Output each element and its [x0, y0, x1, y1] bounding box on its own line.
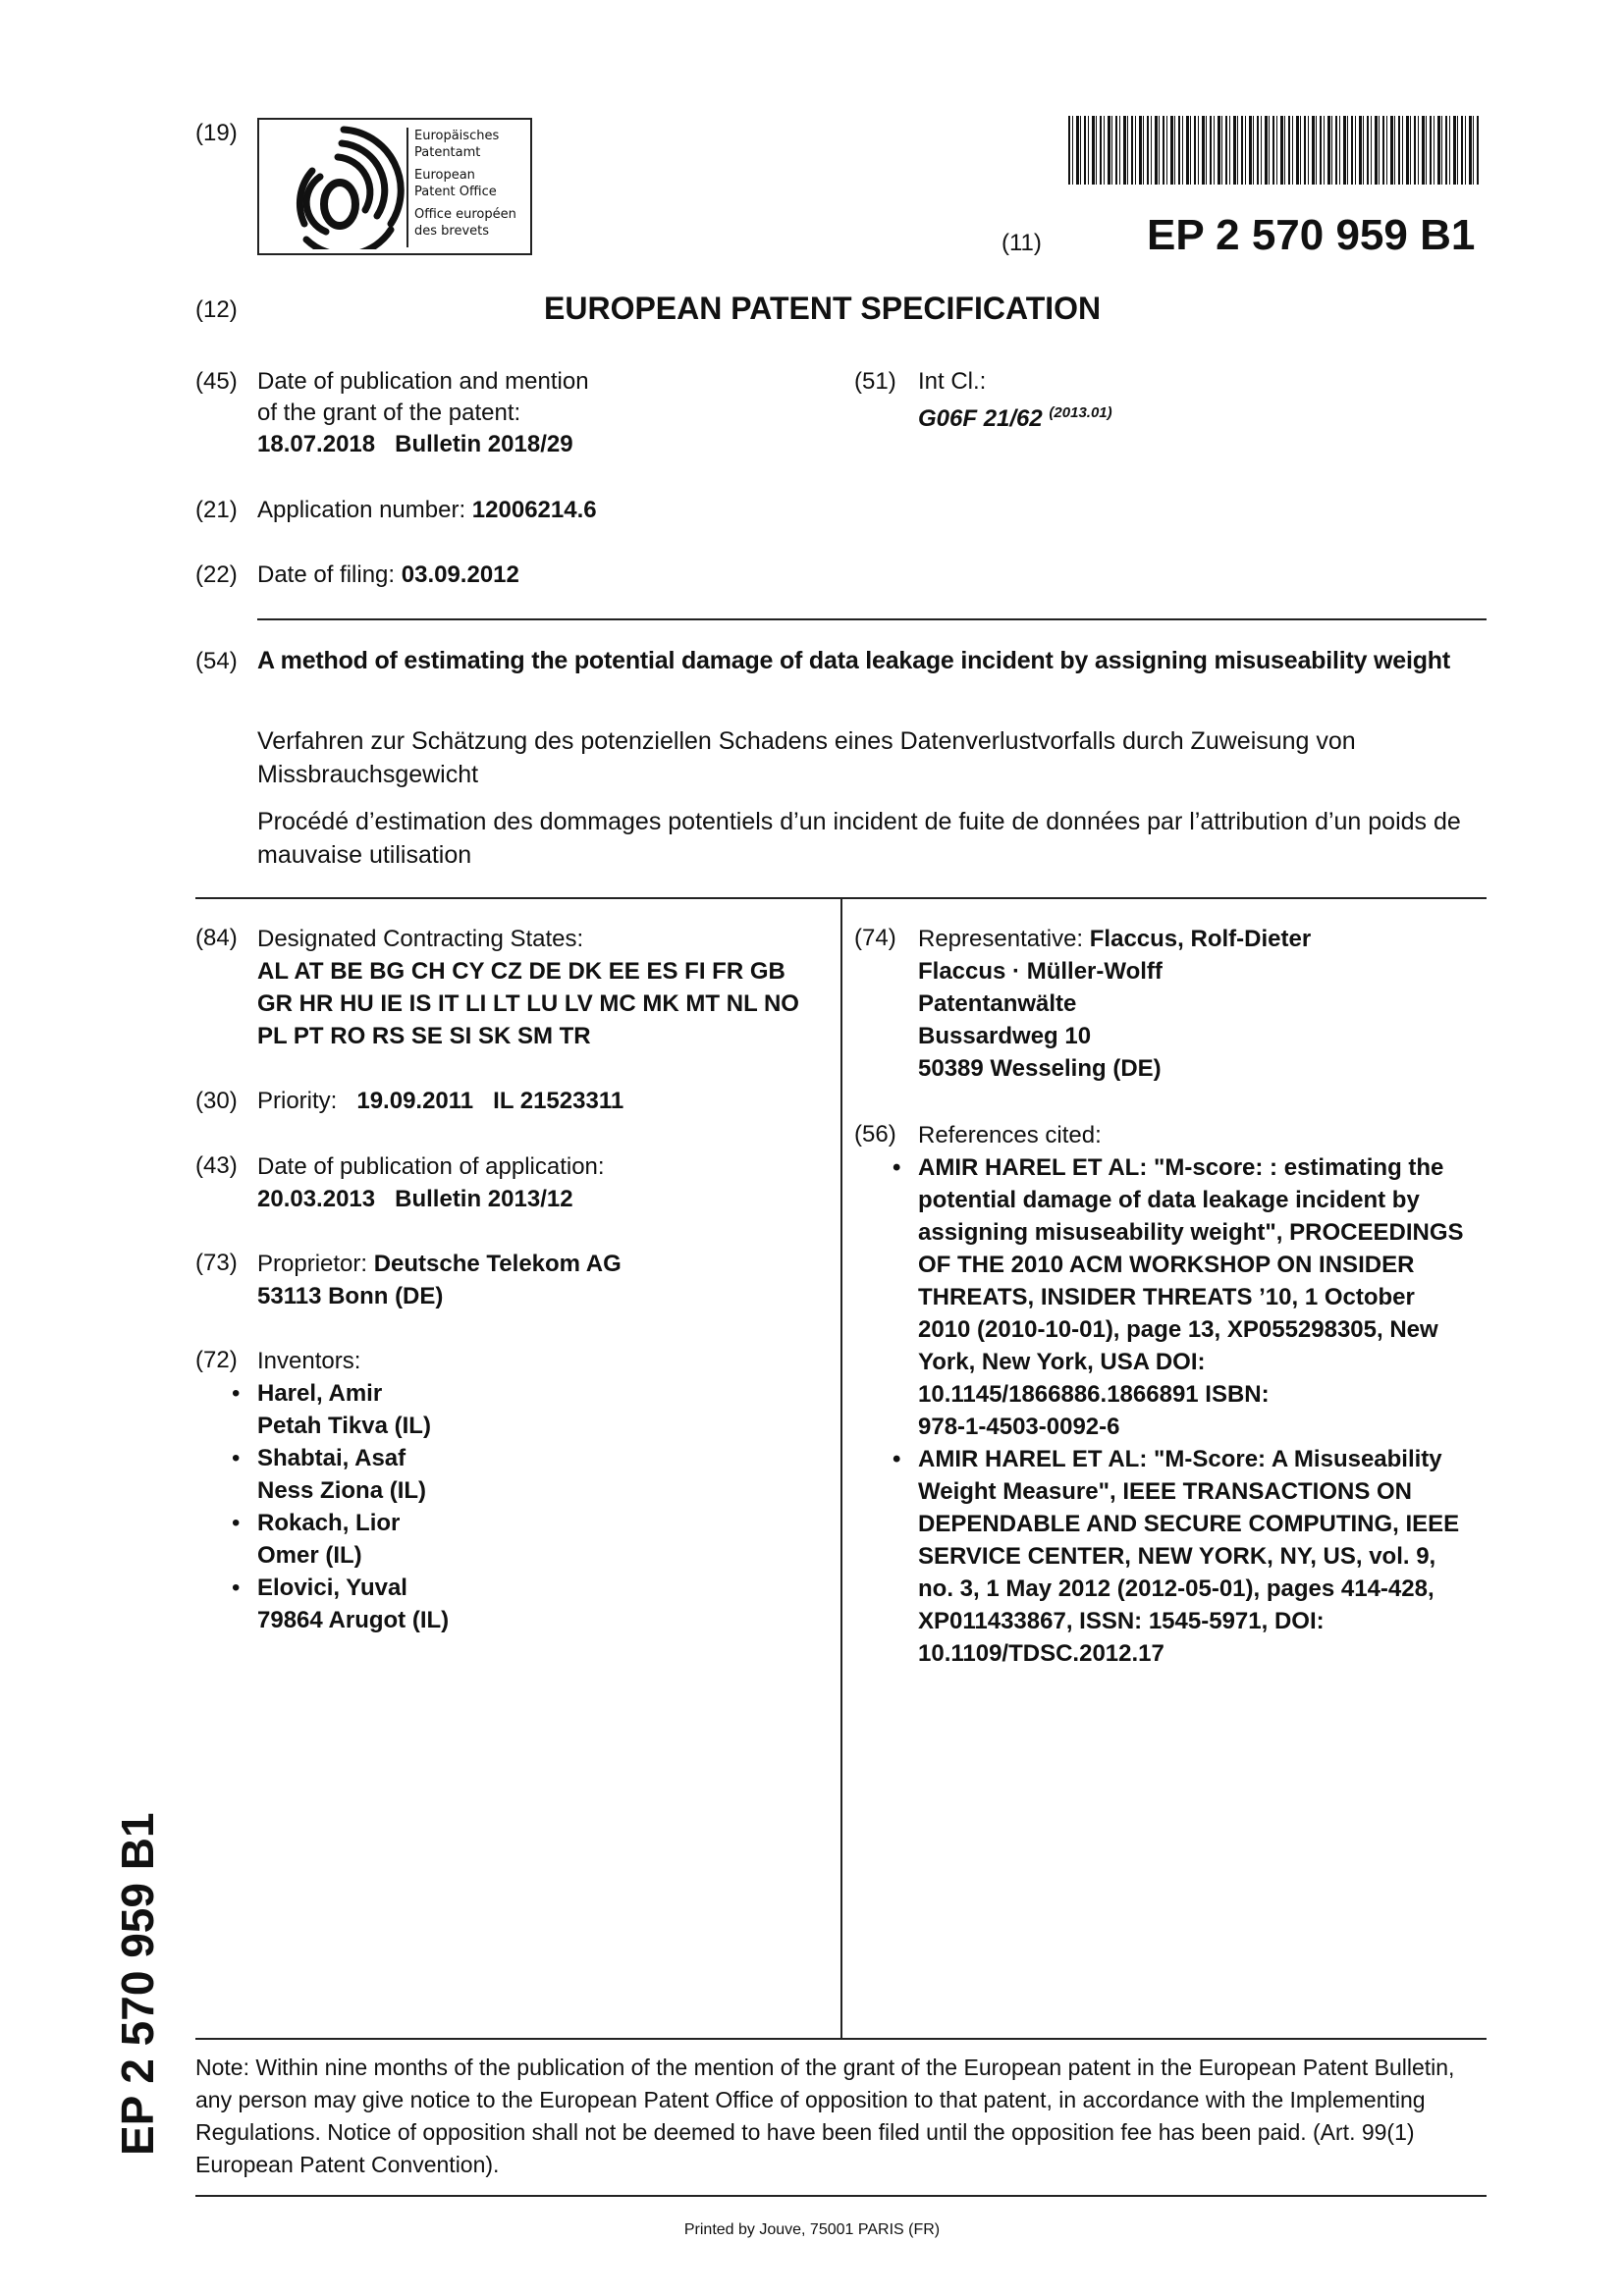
inid-code-30: (30)	[195, 1088, 238, 1114]
inid-code-73: (73)	[195, 1250, 238, 1276]
inid-code-43: (43)	[195, 1152, 238, 1179]
pub-grant-bulletin: Bulletin 2018/29	[395, 431, 573, 457]
inid-code-54: (54)	[195, 648, 238, 674]
epo-logo	[257, 118, 532, 255]
inid-code-51: (51)	[854, 368, 896, 395]
barcode	[1068, 116, 1481, 185]
inid-code-22: (22)	[195, 561, 238, 588]
int-cl-value: G06F 21/62	[918, 405, 1043, 432]
ref-1-line-8: 10.1145/1866886.1866891 ISBN:	[918, 1381, 1270, 1408]
proprietor-name: Deutsche Telekom AG	[373, 1251, 622, 1277]
priority-label: Priority:	[257, 1088, 338, 1114]
epo-emblem-icon	[283, 126, 408, 249]
opposition-note: Note: Within nine months of the publication of the mention of the grant of the European patent in the European Patent Bulletin, any person may give notice to the European Patent Office of opposition to that patent, in accordance with the Implementing Regulations. Notice of opposition shall not be deemed to have been filed until the opposition fee has been paid. (Art. 99(1) European Patent Convention).	[195, 2055, 1455, 2177]
pub-app-bulletin: Bulletin 2013/12	[395, 1186, 573, 1212]
ref-1-line-1: AMIR HAREL ET AL: "M-score: : estimating the	[918, 1154, 1444, 1181]
states-label: Designated Contracting States:	[257, 926, 584, 952]
printer-footer: Printed by Jouve, 75001 PARIS (FR)	[683, 2221, 941, 2238]
inventor-place: Omer (IL)	[257, 1542, 362, 1569]
list-item: • Elovici, Yuval 79864 Arugot (IL)	[257, 1572, 449, 1636]
int-cl-label: Int Cl.:	[918, 368, 987, 395]
logo-text-fr-2: des brevets	[414, 224, 490, 239]
ref-1-line-6: 2010 (2010-10-01), page 13, XP055298305, New	[918, 1316, 1438, 1343]
column-divider	[840, 897, 842, 2038]
filing-label: Date of filing:	[257, 561, 396, 588]
inventor-name: Elovici, Yuval	[257, 1575, 407, 1601]
inid-code-84: (84)	[195, 925, 238, 951]
rep-name: Flaccus, Rolf-Dieter	[1089, 926, 1312, 952]
states-line-1: AL AT BE BG CH CY CZ DE DK EE ES FI FR GB	[257, 958, 785, 985]
filing-date: 03.09.2012	[401, 561, 519, 588]
title-fr: Procédé d’estimation des dommages potentiels d’un incident de fuite de données par l’attribution d’un poids de mauvaise utilisation	[257, 808, 1461, 869]
pub-app-label: Date of publication of application:	[257, 1153, 605, 1180]
pub-grant-label-2: of the grant of the patent:	[257, 400, 521, 426]
rep-line-1: Flaccus · Müller-Wolff	[918, 958, 1163, 985]
ref-2-line-7: 10.1109/TDSC.2012.17	[918, 1640, 1164, 1667]
pub-app-date: 20.03.2013	[257, 1186, 376, 1212]
logo-text-fr-1: Office européen	[414, 207, 516, 222]
side-publication-number: EP 2 570 959 B1	[112, 1812, 163, 2156]
inventor-name: Harel, Amir	[257, 1380, 383, 1407]
inventor-place: 79864 Arugot (IL)	[257, 1607, 450, 1633]
list-item: • Harel, Amir Petah Tikva (IL)	[257, 1377, 449, 1442]
ref-1-line-3: assigning misuseability weight", PROCEEDINGS	[918, 1219, 1464, 1246]
logo-text-de-1: Europäisches	[414, 129, 500, 143]
ref-1-line-2: potential damage of data leakage incident by	[918, 1187, 1420, 1213]
ref-2-line-5: no. 3, 1 May 2012 (2012-05-01), pages 414-428,	[918, 1575, 1435, 1602]
logo-text-de-2: Patentamt	[414, 145, 481, 160]
states-line-2: GR HR HU IE IS IT LI LT LU LV MC MK MT NL NO	[257, 990, 799, 1017]
ref-1-line-9: 978-1-4503-0092-6	[918, 1414, 1120, 1440]
ref-1-line-5: THREATS, INSIDER THREATS ’10, 1 October	[918, 1284, 1415, 1310]
ref-2-line-6: XP011433867, ISSN: 1545-5971, DOI:	[918, 1608, 1325, 1634]
priority-number: IL 21523311	[493, 1088, 624, 1114]
proprietor-label: Proprietor:	[257, 1251, 368, 1277]
list-item: • Shabtai, Asaf Ness Ziona (IL)	[257, 1442, 449, 1507]
inventor-place: Ness Ziona (IL)	[257, 1477, 427, 1504]
inid-code-21: (21)	[195, 497, 238, 523]
ref-2-line-3: DEPENDABLE AND SECURE COMPUTING, IEEE	[918, 1511, 1460, 1537]
rep-line-4: 50389 Wesseling (DE)	[918, 1055, 1162, 1082]
inid-code-11: (11)	[1001, 230, 1042, 256]
inventors-list	[232, 1377, 450, 1636]
proprietor-address: 53113 Bonn (DE)	[257, 1283, 444, 1309]
inid-code-45: (45)	[195, 368, 238, 395]
inventor-name: Shabtai, Asaf	[257, 1445, 406, 1471]
list-item: • AMIR HAREL ET AL: "M-score: : estimating the potential damage of data leakage incident by assigning misuseability weight", PROCEEDINGS OF THE 2010 ACM WORKSHOP ON INSIDER THREATS, INSIDER THREATS ’10, 1 October 2010 (2010-10-01), page 13, XP055298305, New York, New York, USA DOI: 10.1145/1866886.1866891 ISBN: 978-1-4503-0092-6	[918, 1151, 1464, 1443]
divider-3	[195, 2038, 1487, 2040]
inid-code-74: (74)	[854, 925, 896, 951]
logo-text-en-1: European	[414, 168, 475, 183]
priority-date: 19.09.2011	[356, 1088, 474, 1114]
divider-1	[257, 618, 1487, 620]
inventor-place: Petah Tikva (IL)	[257, 1413, 431, 1439]
refs-label: References cited:	[918, 1122, 1102, 1148]
inid-code-72: (72)	[195, 1347, 238, 1373]
int-cl-version: (2013.01)	[1049, 404, 1112, 421]
document-type: EUROPEAN PATENT SPECIFICATION	[544, 291, 1102, 326]
application-number: 12006214.6	[471, 497, 597, 523]
publication-number: EP 2 570 959 B1	[1147, 211, 1476, 259]
ref-2-line-4: SERVICE CENTER, NEW YORK, NY, US, vol. 9,	[918, 1543, 1436, 1570]
inventor-name: Rokach, Lior	[257, 1510, 401, 1536]
ref-2-line-2: Weight Measure", IEEE TRANSACTIONS ON	[918, 1478, 1413, 1505]
rep-line-2: Patentanwälte	[918, 990, 1077, 1017]
application-label: Application number:	[257, 497, 466, 523]
inid-code-56: (56)	[854, 1121, 896, 1148]
ref-2-line-1: AMIR HAREL ET AL: "M-Score: A Misuseability	[918, 1446, 1442, 1472]
title-en: A method of estimating the potential damage of data leakage incident by assigning misuseability weight	[257, 647, 1451, 674]
list-item: • AMIR HAREL ET AL: "M-Score: A Misuseability Weight Measure", IEEE TRANSACTIONS ON DEPENDABLE AND SECURE COMPUTING, IEEE SERVICE CENTER, NEW YORK, NY, US, vol. 9, no. 3, 1 May 2012 (2012-05-01), pages 414-428, XP011433867, ISSN: 1545-5971, DOI: 10.1109/TDSC.2012.17	[918, 1443, 1464, 1670]
ref-1-line-4: OF THE 2010 ACM WORKSHOP ON INSIDER	[918, 1252, 1415, 1278]
list-item: • Rokach, Lior Omer (IL)	[257, 1507, 449, 1572]
ref-1-line-7: York, New York, USA DOI:	[918, 1349, 1206, 1375]
rep-label: Representative:	[918, 926, 1084, 952]
inventors-label: Inventors:	[257, 1348, 361, 1374]
inid-code-19: (19)	[195, 120, 238, 146]
pub-grant-label-1: Date of publication and mention	[257, 368, 589, 395]
inid-code-12: (12)	[195, 296, 238, 323]
logo-text-en-2: Patent Office	[414, 185, 497, 199]
pub-grant-date: 18.07.2018	[257, 431, 376, 457]
title-de: Verfahren zur Schätzung des potenziellen Schadens eines Datenverlustvorfalls durch Zuweisung von Missbrauchsgewicht	[257, 727, 1356, 788]
references-list	[893, 1151, 1464, 1670]
states-line-3: PL PT RO RS SE SI SK SM TR	[257, 1023, 591, 1049]
divider-4	[195, 2195, 1487, 2197]
rep-line-3: Bussardweg 10	[918, 1023, 1092, 1049]
